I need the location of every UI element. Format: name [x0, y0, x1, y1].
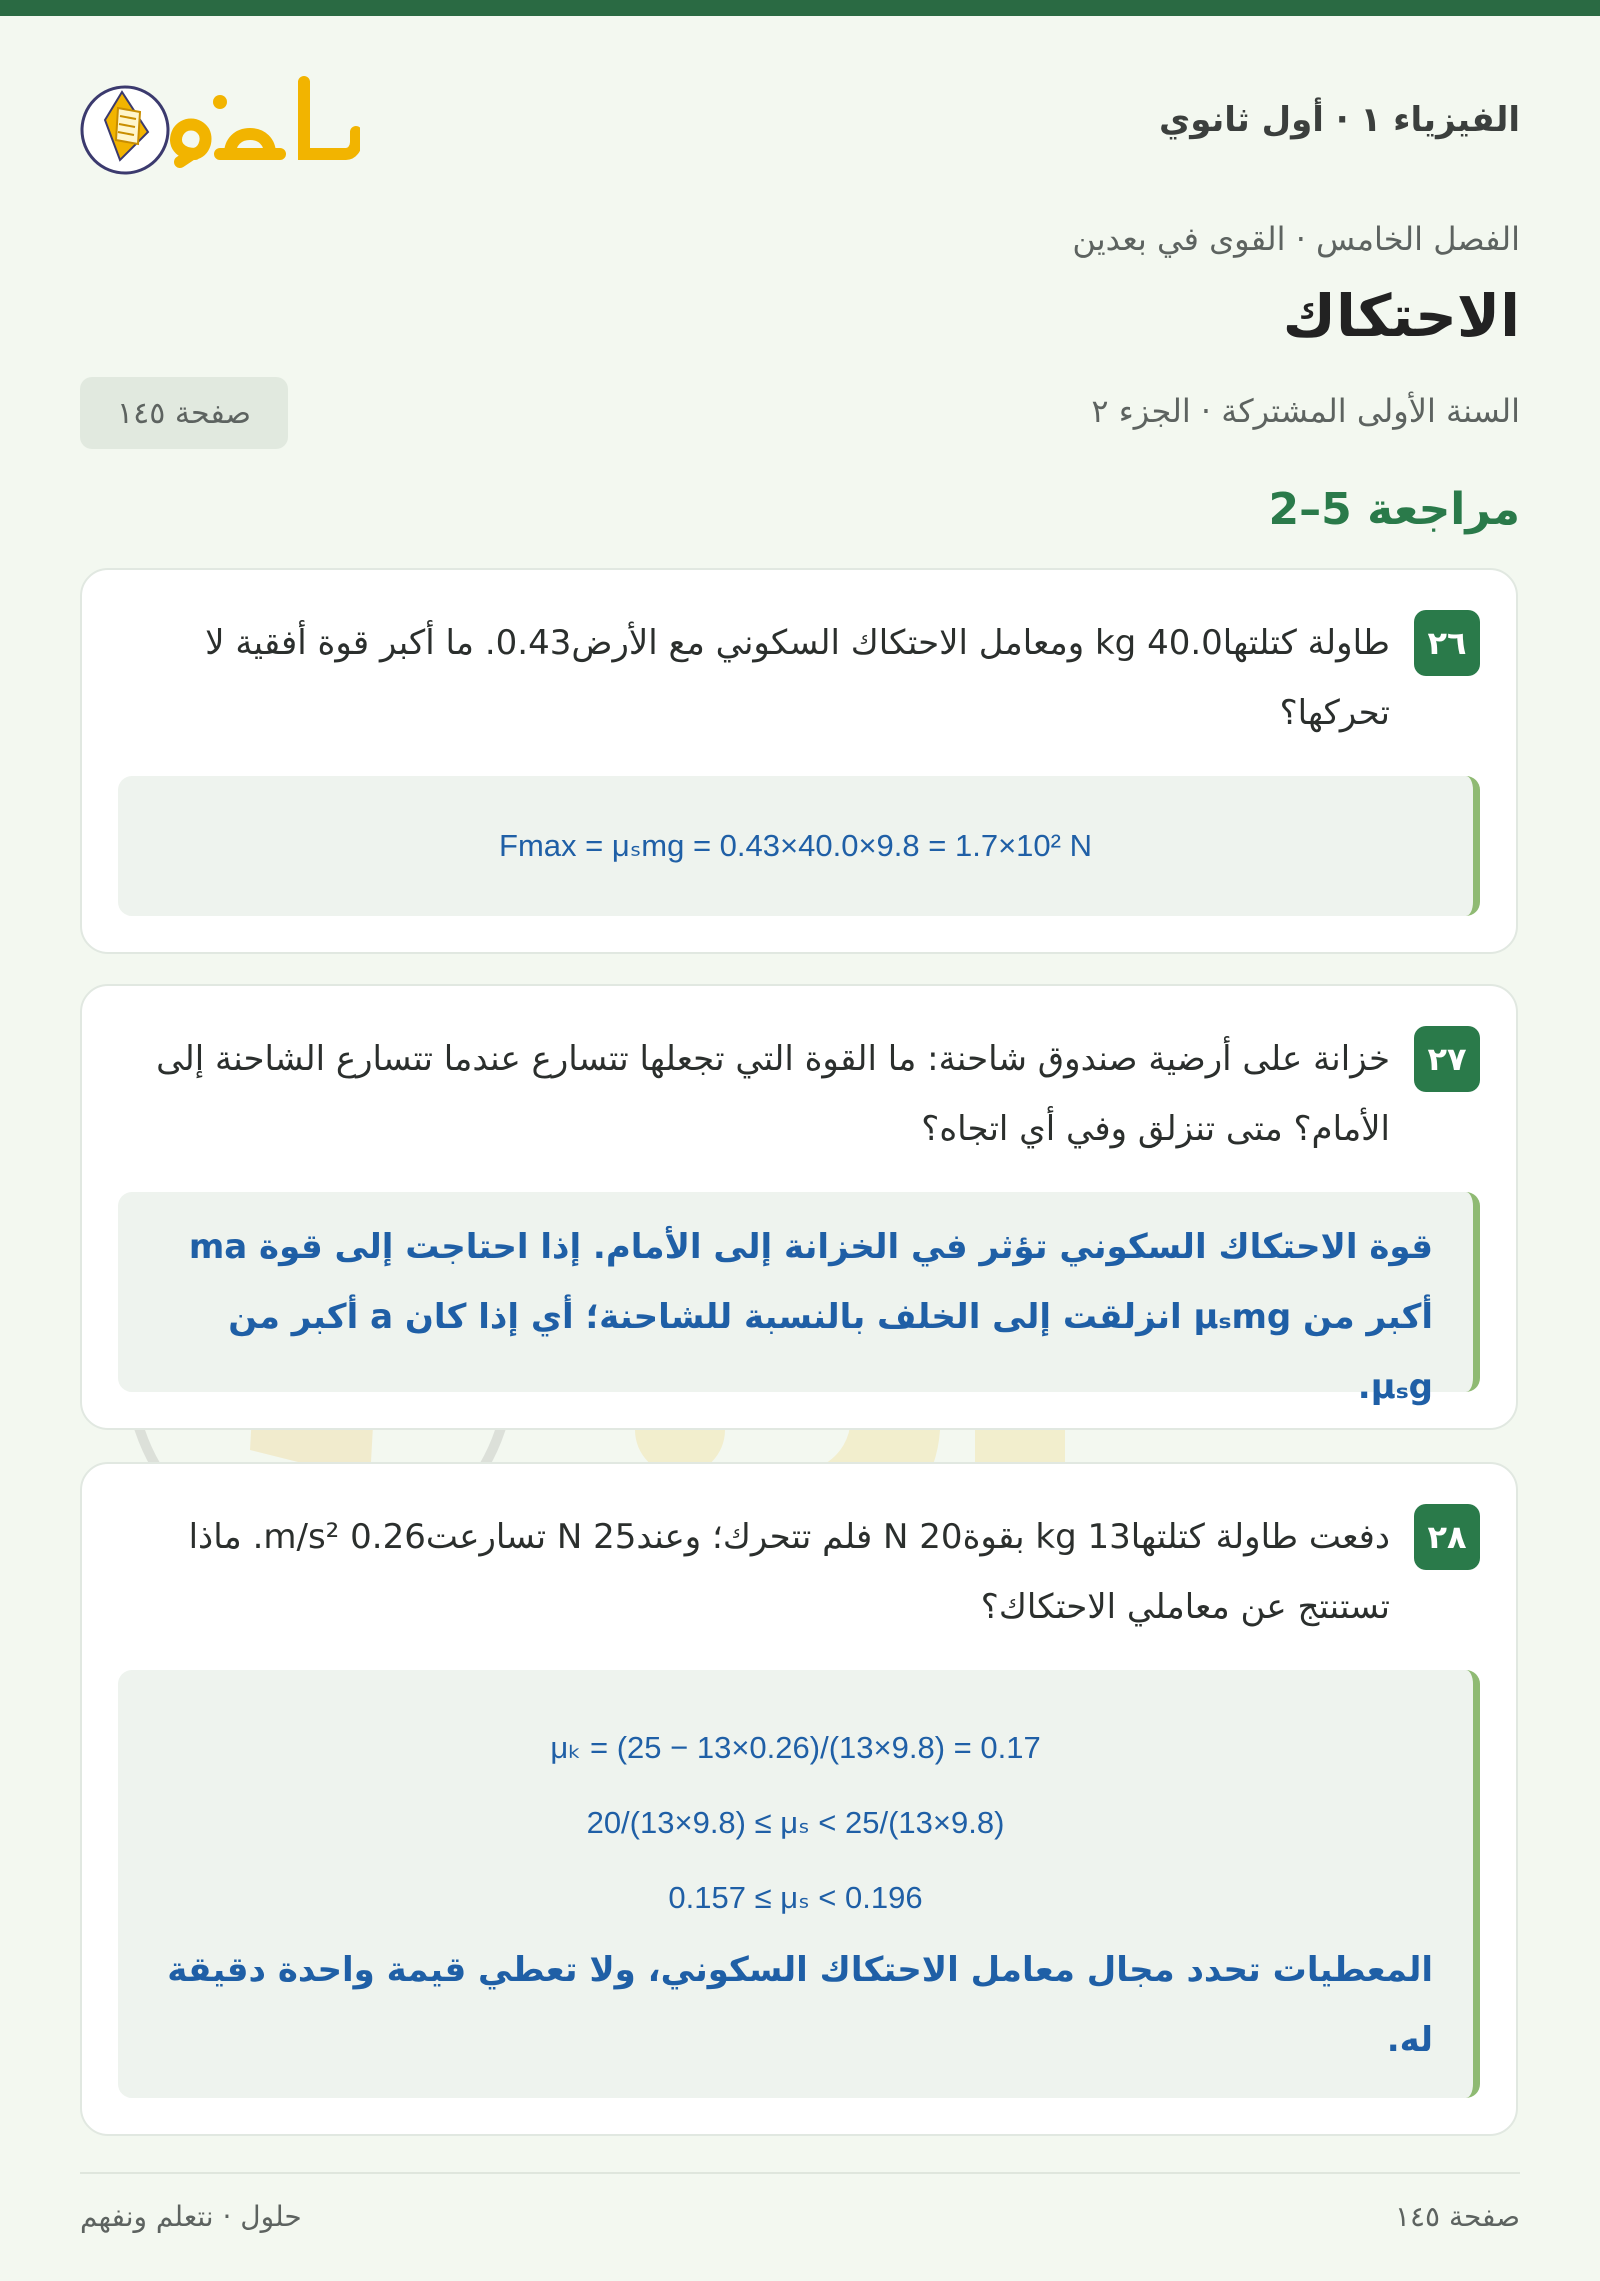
- footer-page-number: صفحة ١٤٥: [1394, 2200, 1520, 2233]
- answer-box: [118, 1192, 1480, 1407]
- question-card-26: [80, 568, 1518, 954]
- answer-box: [118, 776, 1480, 916]
- footer-brand: حلول · نتعلم ونفهم: [80, 2200, 302, 2233]
- question-text: خزانة على أرضية صندوق شاحنة: ما القوة التي تجعلها تتسارع عندما تتسارع الشاحنة إلى الأمام؟ متى تنزلق وفي أي اتجاه؟: [156, 1039, 1390, 1149]
- question-card-27: [80, 984, 1518, 1430]
- grade-label: السنة الأولى المشتركة · الجزء ٢: [1091, 392, 1520, 430]
- answer-equation: μₖ = (25 − 13×0.26)/(13×9.8) = 0.17: [550, 1730, 1041, 1765]
- top-accent-bar: [0, 0, 1600, 16]
- page-title: الاحتكاك: [1282, 282, 1520, 350]
- answer-box: [118, 1670, 1480, 2098]
- section-title: مراجعة 5–2: [1268, 484, 1520, 535]
- question-number: ٢٨: [1414, 1504, 1480, 1570]
- chapter-label: الفصل الخامس · القوى في بعدين: [1072, 220, 1520, 258]
- question-number: ٢٦: [1414, 610, 1480, 676]
- question-card-28: [80, 1462, 1518, 2136]
- page-header: [80, 62, 1520, 182]
- hulul-logo: [80, 62, 360, 182]
- book-title: الفيزياء ١ · أول ثانوي: [1159, 100, 1520, 140]
- answer-equation: Fmax = μₛmg = 0.43×40.0×9.8 = 1.7×10² N: [499, 828, 1092, 863]
- answer-equation: 20/(13×9.8) ≤ μₛ < 25/(13×9.8): [586, 1805, 1005, 1840]
- answer-equation: 0.157 ≤ μₛ < 0.196: [668, 1880, 923, 1915]
- footer-divider: [80, 2172, 1520, 2174]
- question-text: دفعت طاولة كتلتها13 kg بقوة20 N فلم تتحرك؛ وعند25 N تسارعت0.26 m/s². ماذا تستنتج عن معاملي الاحتكاك؟: [188, 1517, 1390, 1627]
- answer-conclusion: المعطيات تحدد مجال معامل الاحتكاك السكوني، ولا تعطي قيمة واحدة دقيقة له.: [167, 1950, 1433, 2060]
- question-number: ٢٧: [1414, 1026, 1480, 1092]
- answer-conclusion: قوة الاحتكاك السكوني تؤثر في الخزانة إلى الأمام. إذا احتاجت إلى قوة ma أكبر من μₛmg انزلقت إلى الخلف بالنسبة للشاحنة؛ أي إذا كان a أكبر من μₛg.: [188, 1227, 1433, 1407]
- question-text: طاولة كتلتها40.0 kg ومعامل الاحتكاك السكوني مع الأرض0.43. ما أكبر قوة أفقية لا تحركها؟: [205, 623, 1390, 733]
- page-number-badge: صفحة ١٤٥: [80, 377, 288, 449]
